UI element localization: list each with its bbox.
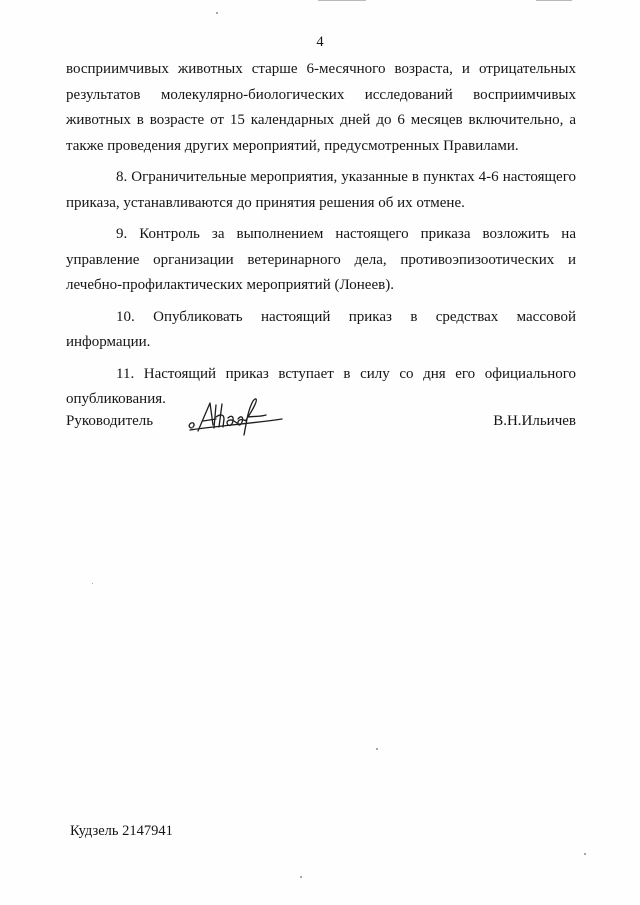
paragraph-item-8: 8. Ограничительные мероприятия, указанные в пунктах 4-6 настоящего приказа, устанавливаются до принятия решения об их отмене. xyxy=(66,169,576,211)
scan-speck xyxy=(216,12,218,14)
signatory-role: Руководитель xyxy=(66,413,154,429)
page-number: 4 xyxy=(316,34,324,50)
scan-edge-mark xyxy=(536,0,572,1)
signatory-name: В.Н.Ильичев xyxy=(493,413,576,429)
paragraph-continuation: восприимчивых животных старше 6-месячного возраста, и отрицательных результатов молекулярно-биологических исследований восприимчивых животных в возрасте от 15 календарных дней до 6 месяцев включительно, а также проведения других мероприятий, предусмотренных Правилами. xyxy=(66,61,576,154)
paragraph-item-11: 11. Настоящий приказ вступает в силу со дня его официального опубликования. xyxy=(66,365,576,407)
scan-speck xyxy=(584,853,586,855)
paragraph-item-10: 10. Опубликовать настоящий приказ в средствах массовой информации. xyxy=(66,308,576,350)
scan-speck xyxy=(92,583,93,584)
signature-block xyxy=(66,409,576,449)
scan-speck xyxy=(376,748,378,750)
footer-executor-code: Кудзель 2147941 xyxy=(70,823,173,839)
paragraph-item-9: 9. Контроль за выполнением настоящего приказа возложить на управление организации ветеринарного дела, противоэпизоотических и лечебно-профилактических мероприятий (Лонеев). xyxy=(66,226,576,293)
scan-edge-mark xyxy=(318,0,366,1)
handwritten-signature xyxy=(186,395,296,441)
scan-speck xyxy=(300,876,302,878)
document-body xyxy=(66,57,576,413)
